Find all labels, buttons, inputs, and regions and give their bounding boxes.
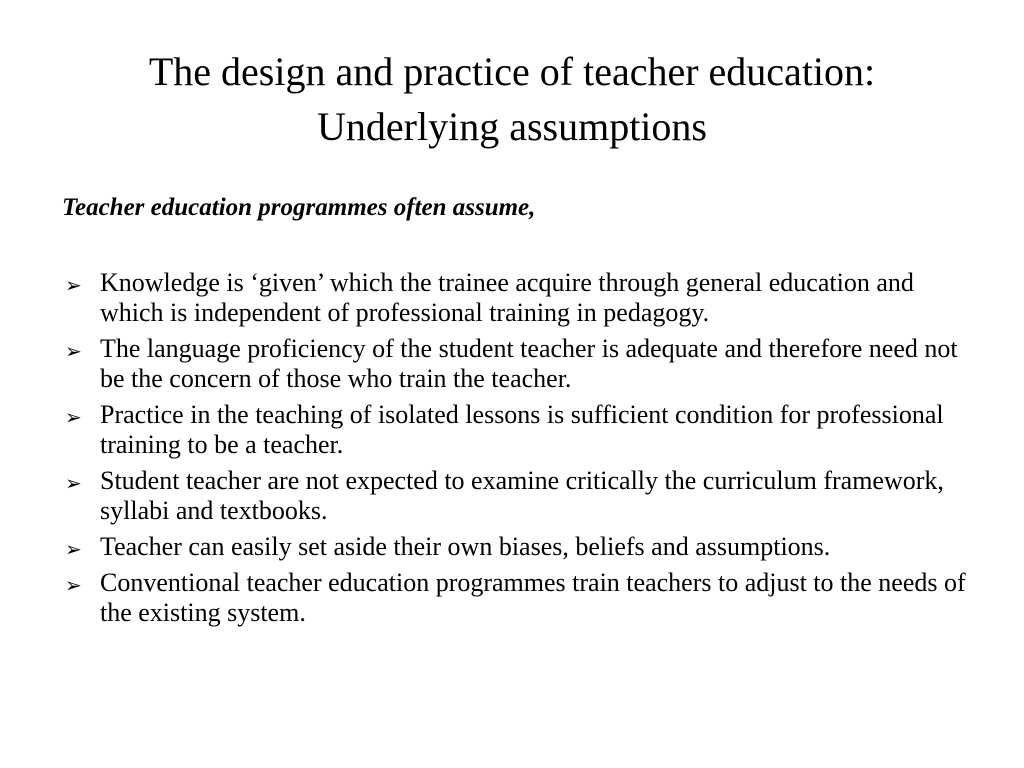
bullet-text: Conventional teacher education programmes train teachers to adjust to the needs of the existing system. xyxy=(100,568,966,627)
slide-title-line-2: Underlying assumptions xyxy=(317,104,707,149)
slide-subtitle: Teacher education programmes often assume, xyxy=(62,194,536,221)
bullet-item xyxy=(62,400,972,460)
bullet-list xyxy=(62,268,972,634)
bullet-text: The language proficiency of the student teacher is adequate and therefore need not be the concern of those who train the teacher. xyxy=(100,334,958,393)
slide-title xyxy=(40,44,984,154)
bullet-item xyxy=(62,268,972,328)
bullet-item xyxy=(62,466,972,526)
bullet-text: Student teacher are not expected to examine critically the curriculum framework, syllabi and textbooks. xyxy=(100,466,944,525)
bullet-item xyxy=(62,568,972,628)
arrowhead-bullet-icon: ➢ xyxy=(65,537,82,561)
arrowhead-bullet-icon: ➢ xyxy=(65,273,82,297)
arrowhead-bullet-icon: ➢ xyxy=(65,471,82,495)
arrowhead-bullet-icon: ➢ xyxy=(65,573,82,597)
bullet-text: Knowledge is ‘given’ which the trainee acquire through general education and which is independent of professional training in pedagogy. xyxy=(100,268,914,327)
bullet-item xyxy=(62,334,972,394)
arrowhead-bullet-icon: ➢ xyxy=(65,405,82,429)
slide-title-line-1: The design and practice of teacher education: xyxy=(148,49,876,94)
bullet-item xyxy=(62,532,972,562)
arrowhead-bullet-icon: ➢ xyxy=(65,339,82,363)
bullet-text: Practice in the teaching of isolated lessons is sufficient condition for professional training to be a teacher. xyxy=(100,400,944,459)
bullet-text: Teacher can easily set aside their own biases, beliefs and assumptions. xyxy=(100,532,831,561)
